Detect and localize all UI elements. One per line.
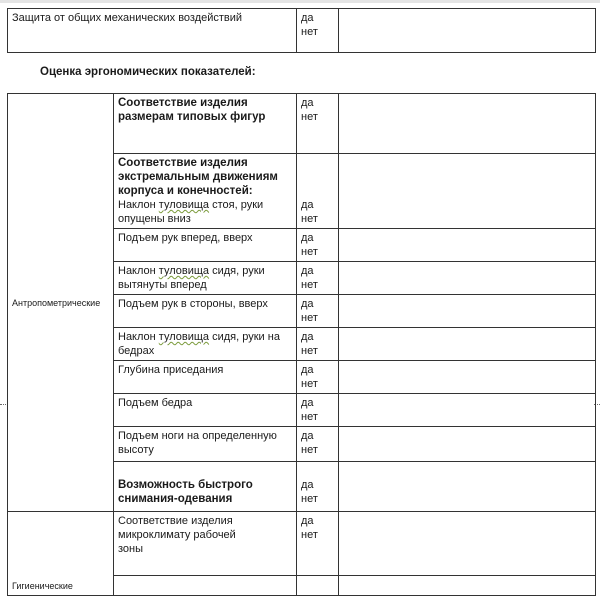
notes-cell[interactable] [339,361,596,394]
section-heading: Оценка эргономических показателей: [40,66,256,78]
no-option[interactable]: нет [301,111,318,123]
no-option[interactable]: нет [301,26,318,38]
notes-cell[interactable] [339,9,596,53]
yes-option[interactable]: да [301,97,314,109]
yes-no-cell [297,328,339,361]
notes-cell[interactable] [339,229,596,262]
row-label: Глубина приседания [114,361,297,394]
yes-option[interactable]: да [301,298,314,310]
yes-no-cell [297,154,339,229]
yes-no-cell [297,295,339,328]
yes-option[interactable]: да [301,397,314,409]
row-label: Наклон туловища сидя, руки вытянуты вперед [114,262,297,295]
yes-no-cell [297,262,339,295]
group-label: Гигиенические [8,512,114,596]
yes-no-cell [297,361,339,394]
yes-option[interactable]: да [301,430,314,442]
group-label: Антропометрические [8,94,114,512]
notes-cell[interactable] [339,94,596,154]
yes-option[interactable]: да [301,12,314,24]
yes-option[interactable]: да [301,265,314,277]
row-sublabel: Наклон туловища стоя, руки опущены вниз [118,199,264,225]
notes-cell[interactable] [339,262,596,295]
row-label: Возможность быстрого снимания-одевания [114,462,297,512]
yes-option[interactable]: да [301,479,314,491]
top-border [0,0,600,3]
row-label [114,576,297,596]
yes-no-cell [297,394,339,427]
notes-cell[interactable] [339,394,596,427]
row-label: Подъем бедра [114,394,297,427]
yes-option[interactable]: да [301,232,314,244]
yes-no-cell [297,512,339,576]
margin-marker [0,404,6,405]
row-label: Подъем рук вперед, вверх [114,229,297,262]
ergonomics-table [7,93,596,596]
notes-cell[interactable] [339,576,596,596]
row-label [114,154,297,229]
notes-cell[interactable] [339,462,596,512]
no-option[interactable]: нет [301,345,318,357]
yes-no-cell [297,462,339,512]
yes-no-cell [297,94,339,154]
protection-table [7,8,596,53]
yes-no-cell [297,427,339,462]
row-label: Соответствие изделия размерам типовых фигур [114,94,297,154]
notes-cell[interactable] [339,512,596,576]
no-option[interactable]: нет [301,213,318,225]
no-option[interactable]: нет [301,279,318,291]
subsection-title: Соответствие изделия экстремальным движениям корпуса и конечностей: [118,157,278,197]
notes-cell[interactable] [339,154,596,229]
no-option[interactable]: нет [301,246,318,258]
yes-no-cell [297,229,339,262]
yes-option[interactable]: да [301,199,314,211]
no-option[interactable]: нет [301,378,318,390]
yes-option[interactable]: да [301,331,314,343]
yes-no-cell [297,576,339,596]
yes-option[interactable]: да [301,364,314,376]
row-label: Наклон туловища сидя, руки на бедрах [114,328,297,361]
no-option[interactable]: нет [301,529,318,541]
no-option[interactable]: нет [301,493,318,505]
protection-label: Защита от общих механических воздействий [8,9,297,53]
no-option[interactable]: нет [301,444,318,456]
row-label: Соответствие изделия микроклимату рабочей зоны [114,512,297,576]
yes-no-cell [297,9,339,53]
row-label: Подъем рук в стороны, вверх [114,295,297,328]
notes-cell[interactable] [339,427,596,462]
no-option[interactable]: нет [301,312,318,324]
notes-cell[interactable] [339,328,596,361]
row-label: Подъем ноги на определенную высоту [114,427,297,462]
no-option[interactable]: нет [301,411,318,423]
yes-option[interactable]: да [301,515,314,527]
notes-cell[interactable] [339,295,596,328]
